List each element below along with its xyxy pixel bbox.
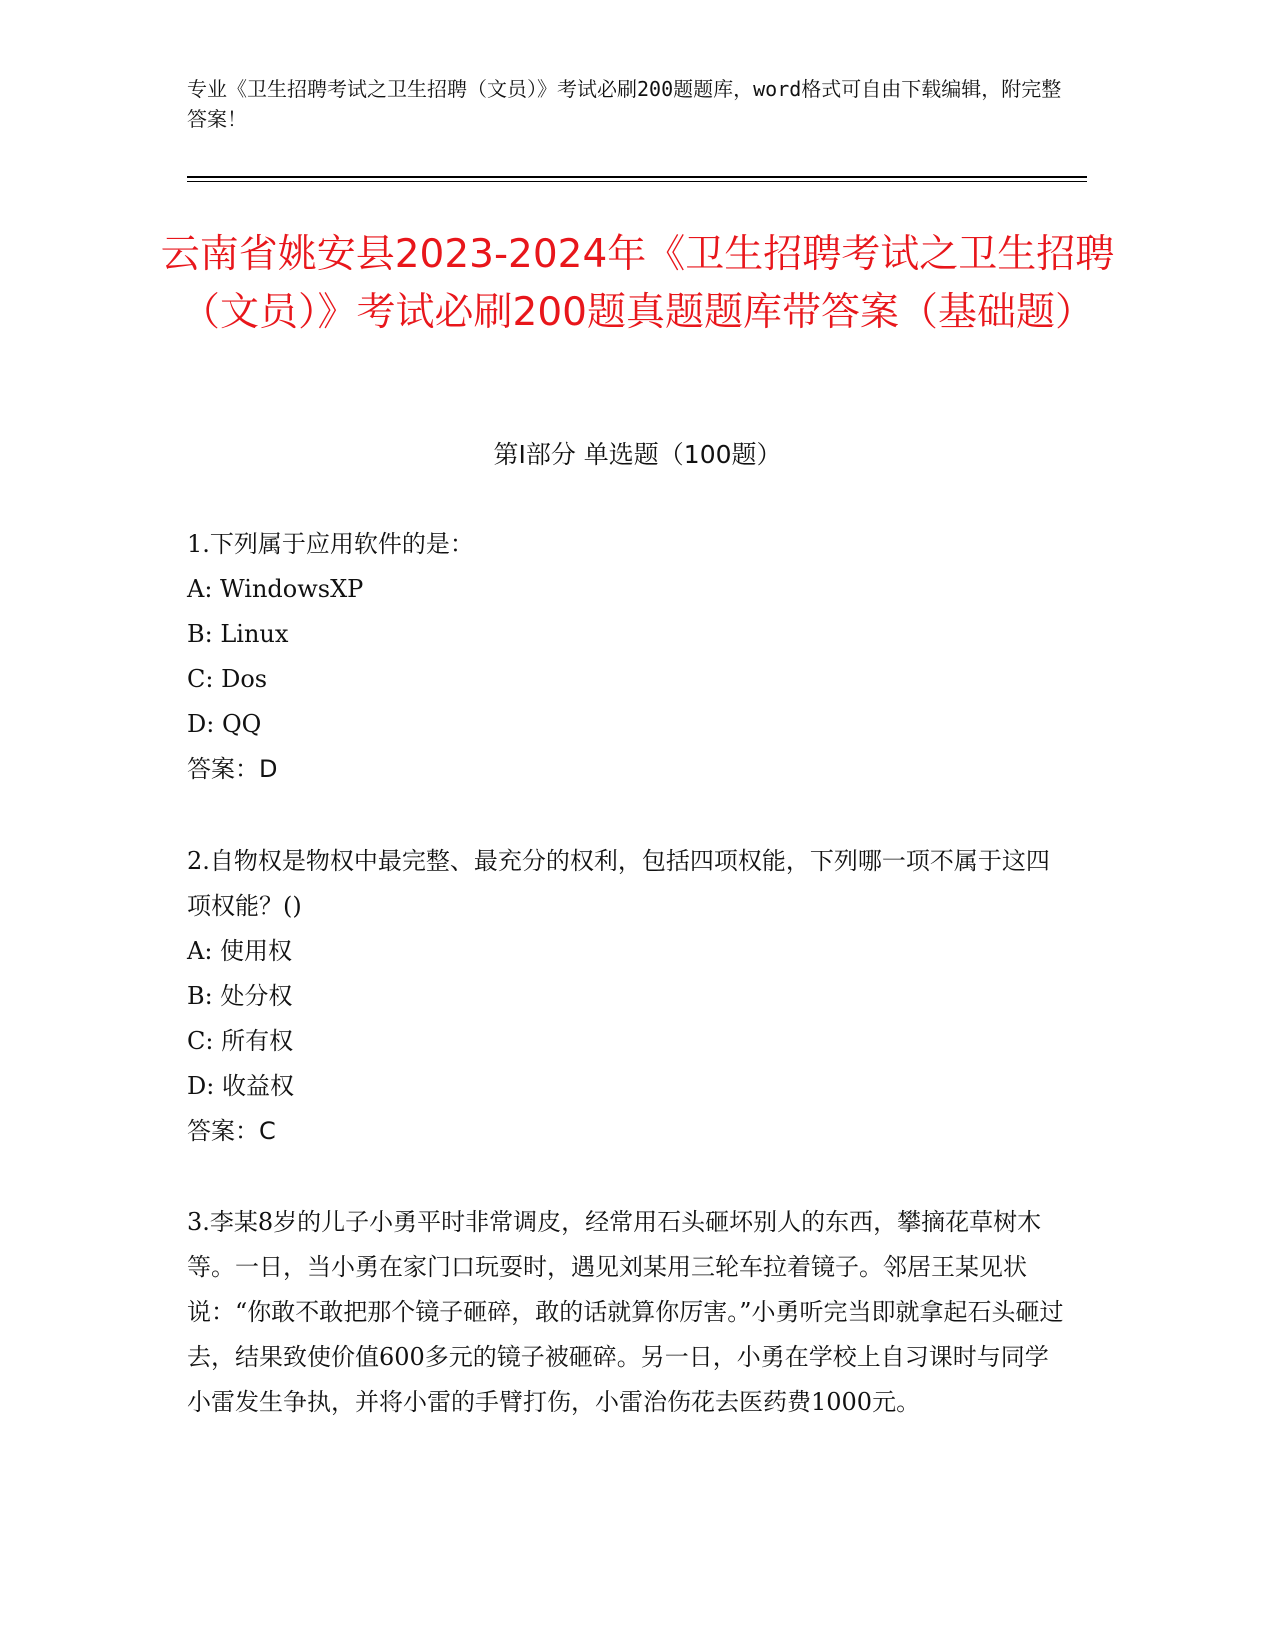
question-stem: 3.李某8岁的儿子小勇平时非常调皮，经常用石头砸坏别人的东西，攀摘花草树木等。一日，当小勇在家门口玩耍时，遇见刘某用三轮车拉着镜子。邻居王某见状说：“你敢不敢把那个镜子砸碎，敢的话就算你厉害。”小勇听完当即就拿起石头砸过去，结果致使价值600多元的镜子被砸碎。另一日，小勇在学校上自习课时与同学小雷发生争执，并将小雷的手臂打伤，小雷治伤花去医药费1000元。 (187, 1208, 1064, 1416)
option-a: A: 使用权 (187, 937, 293, 965)
option-b: B: 处分权 (187, 982, 293, 1010)
option-d: D: QQ (187, 710, 262, 738)
header-note: 专业《卫生招聘考试之卫生招聘（文员）》考试必刷200题题库，word格式可自由下载编辑，附完整答案！ (187, 77, 1062, 131)
answer: 答案：D (187, 755, 278, 783)
header-divider-thin (187, 181, 1087, 182)
option-d: D: 收益权 (187, 1072, 294, 1100)
question-2 (187, 839, 1067, 1154)
answer: 答案：C (187, 1117, 276, 1145)
header-divider-thick (187, 176, 1087, 178)
section-heading: 第Ⅰ部分 单选题（100题） (493, 440, 782, 469)
question-1 (187, 522, 1067, 792)
question-stem: 1.下列属于应用软件的是： (187, 530, 474, 558)
option-c: C: Dos (187, 665, 268, 693)
question-3 (187, 1200, 1067, 1425)
document-title: 云南省姚安县2023-2024年《卫生招聘考试之卫生招聘（文员）》考试必刷200题真题题库带答案（基础题） (160, 232, 1115, 335)
option-c: C: 所有权 (187, 1027, 294, 1055)
option-b: B: Linux (187, 620, 289, 648)
option-a: A: WindowsXP (187, 575, 364, 603)
question-stem: 2.自物权是物权中最完整、最充分的权利，包括四项权能，下列哪一项不属于这四项权能？() (187, 847, 1050, 920)
